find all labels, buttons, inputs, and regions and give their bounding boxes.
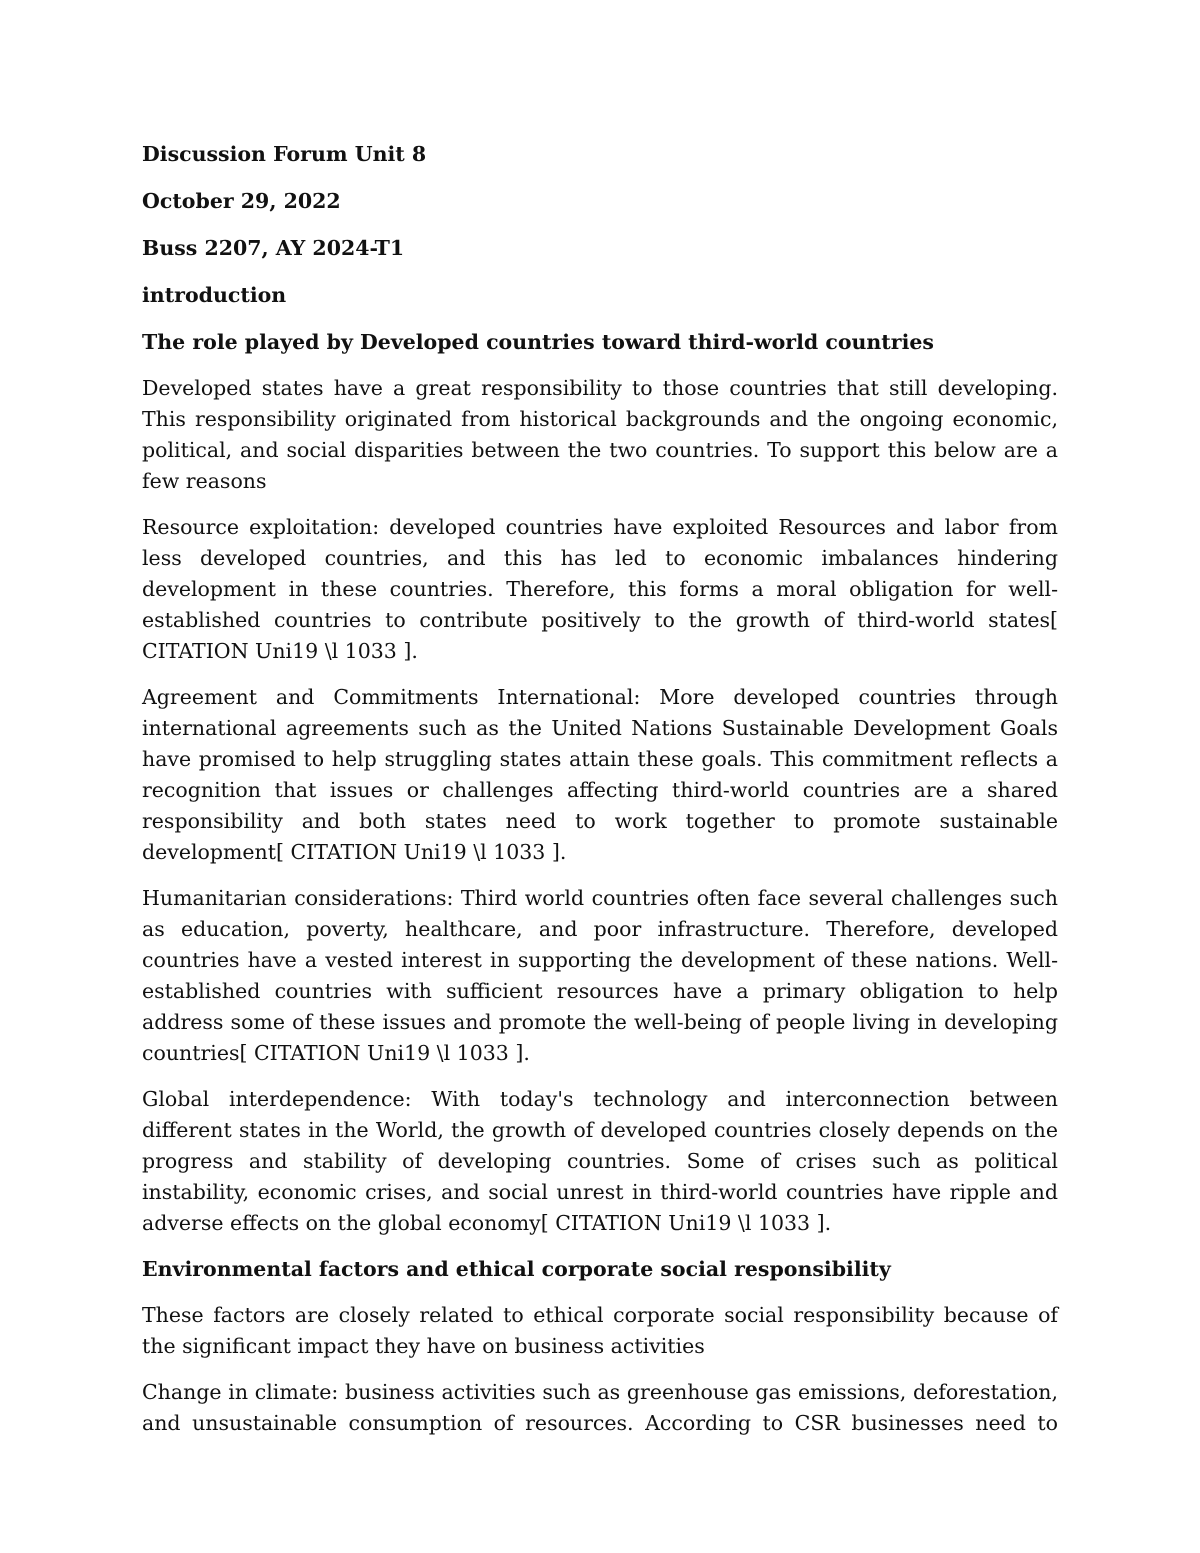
paragraph-resource-exploitation: Resource exploitation: developed countries have exploited Resources and labor from less developed countries, and this has led to economic imbalances hindering development in these countries. Therefore, this forms a moral obligation for well-established countries to contribute positively to the growth of third-world states[ CITATION Uni19 \l 1033 ]. — [142, 515, 1058, 663]
paragraph-global-interdependence: Global interdependence: With today's technology and interconnection between different states in the World, the growth of developed countries closely depends on the progress and stability of developing countries. Some of crises such as political instability, economic crises, and social unrest in third-world countries have ripple and adverse effects on the global economy[ CITATION Uni19 \l 1033 ]. — [142, 1087, 1058, 1235]
section-heading-environmental-factors: Environmental factors and ethical corporate social responsibility — [142, 1257, 891, 1281]
paragraph-agreements: Agreement and Commitments International: More developed countries through international agreements such as the United Nations Sustainable Development Goals have promised to help struggling states attain these goals. This commitment reflects a recognition that issues or challenges affecting third-world countries are a shared responsibility and both states need to work together to promote sustainable development[ CITATION Uni19 \l 1033 ]. — [142, 685, 1058, 864]
section-heading-developed-countries: The role played by Developed countries toward third-world countries — [142, 330, 934, 354]
paragraph-humanitarian: Humanitarian considerations: Third world countries often face several challenges such as education, poverty, healthcare, and poor infrastructure. Therefore, developed countries have a vested interest in supporting the development of these nations. Well-established countries with sufficient resources have a primary obligation to help address some of these issues and promote the well-being of people living in developing countries[ CITATION Uni19 \l 1033 ]. — [142, 886, 1058, 1065]
intro-label: introduction — [142, 283, 287, 307]
document-date: October 29, 2022 — [142, 189, 341, 213]
course-code: Buss 2207, AY 2024-T1 — [142, 236, 405, 260]
document-page — [142, 139, 1058, 1454]
paragraph-responsibility: Developed states have a great responsibility to those countries that still developing. This responsibility originated from historical backgrounds and the ongoing economic, political, and social disparities between the two countries. To support this below are a few reasons — [142, 376, 1058, 493]
document-title: Discussion Forum Unit 8 — [142, 142, 427, 166]
paragraph-csr-factors: These factors are closely related to ethical corporate social responsibility because of the significant impact they have on business activities — [142, 1303, 1058, 1358]
paragraph-climate-change: Change in climate: business activities such as greenhouse gas emissions, deforestation, and unsustainable consumption of resources. According to CSR businesses need to — [142, 1380, 1058, 1435]
